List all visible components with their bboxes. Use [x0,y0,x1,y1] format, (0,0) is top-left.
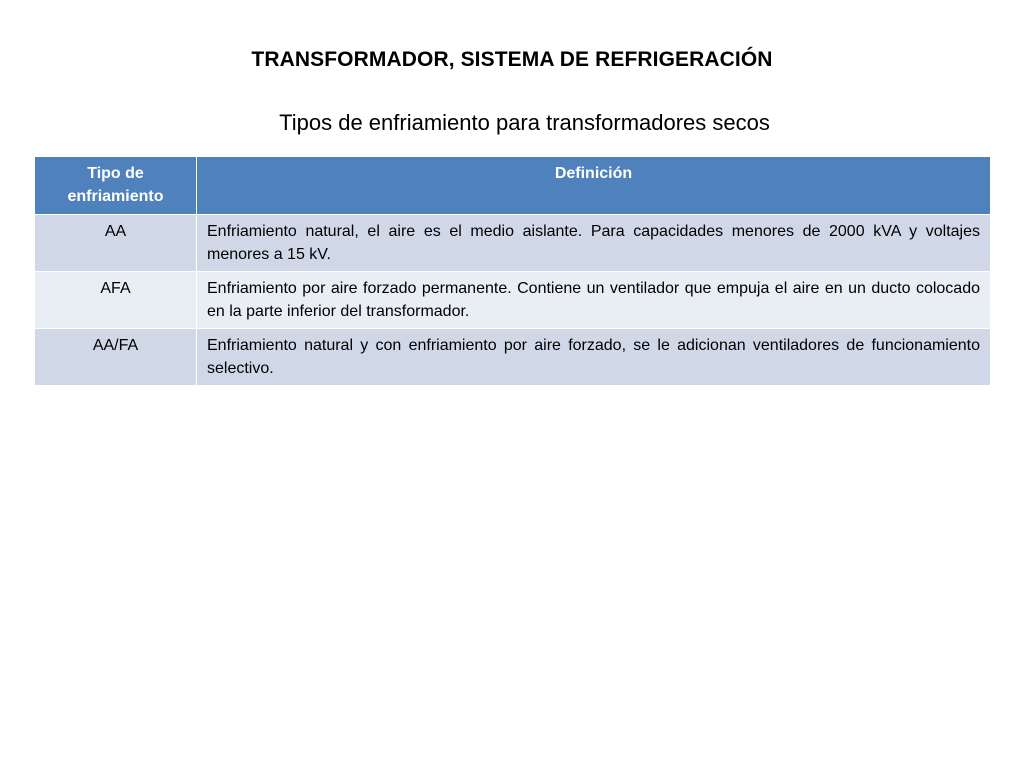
slide-title: TRANSFORMADOR, SISTEMA DE REFRIGERACIÓN [251,48,773,71]
column-header-type: Tipo de enfriamiento [35,157,197,215]
table-row [35,215,991,272]
cell-type: AFA [35,272,197,329]
table-row [35,329,991,386]
cell-type: AA/FA [35,329,197,386]
cell-type: AA [35,215,197,272]
cell-definition: Enfriamiento natural y con enfriamiento por aire forzado, se le adicionan ventiladores de funcionamiento selectivo. [197,329,991,386]
table [34,156,991,386]
cell-definition: Enfriamiento por aire forzado permanente. Contiene un ventilador que empuja el aire en un ducto colocado en la parte inferior del transformador. [197,272,991,329]
cooling-types-table [34,156,990,386]
table-row [35,272,991,329]
slide-subtitle: Tipos de enfriamiento para transformadores secos [279,110,770,135]
table-header-row [35,157,991,215]
cell-definition: Enfriamiento natural, el aire es el medio aislante. Para capacidades menores de 2000 kVA y voltajes menores a 15 kV. [197,215,991,272]
column-header-definition: Definición [197,157,991,215]
